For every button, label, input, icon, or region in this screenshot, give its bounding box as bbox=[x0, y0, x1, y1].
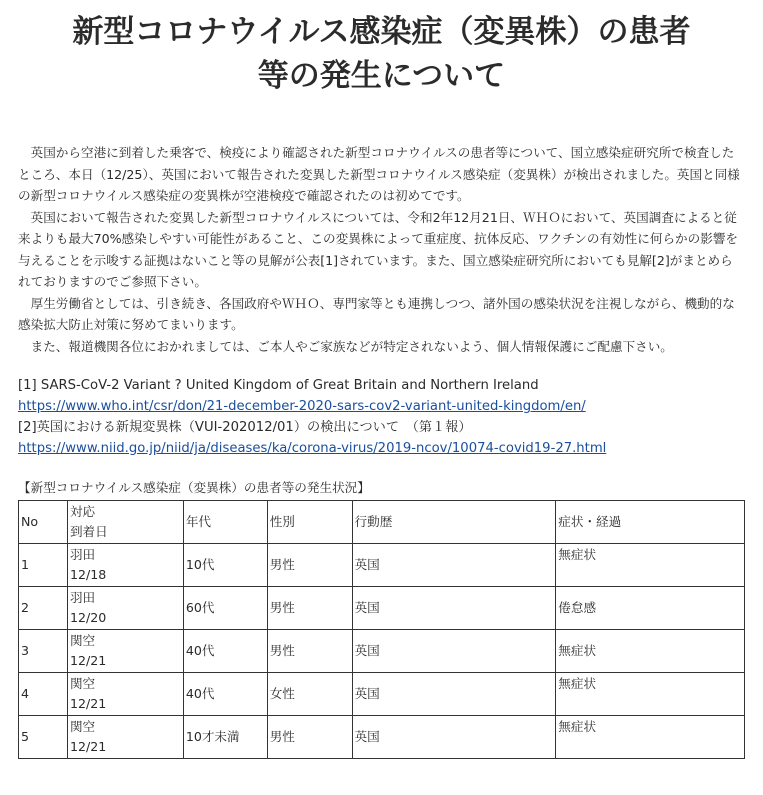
cell-arrival bbox=[67, 587, 183, 630]
page-title-line-2: 等の発生について bbox=[257, 58, 506, 94]
cell-arrival bbox=[67, 716, 183, 759]
references bbox=[18, 375, 745, 459]
reference-1-title: [1] SARS-CoV-2 Variant ? United Kingdom of Great Britain and Northern Ireland bbox=[18, 378, 539, 393]
cell-age: 60代 bbox=[183, 587, 267, 630]
cell-airport: 関空 bbox=[69, 633, 96, 648]
cell-symptoms: 無症状 bbox=[556, 544, 745, 587]
paragraph-1: 英国から空港に到着した乗客で、検疫により確認された新型コロナウイルスの患者等について、国立感染症研究所で検査したところ、本日（12/25）、英国において報告された変異した新型コロナウイルス感染症（変異株）が検出されました。英国と同様の新型コロナウイルス感染症の変異株が空港検疫で確認されたのは初めてです。 bbox=[18, 145, 740, 203]
header-travel: 行動歴 bbox=[352, 501, 556, 544]
paragraph-3: 厚生労働省としては、引き続き、各国政府やＷＨＯ、専門家等とも連携しつつ、諸外国の感染状況を注視しながら、機動的な感染拡大防止対策に努めてまいります。 bbox=[18, 295, 735, 332]
cell-date: 12/21 bbox=[69, 696, 107, 711]
cell-airport: 関空 bbox=[69, 676, 96, 691]
cell-travel: 英国 bbox=[352, 544, 556, 587]
table-row bbox=[19, 544, 745, 587]
cell-no: 5 bbox=[19, 716, 68, 759]
cell-arrival bbox=[67, 673, 183, 716]
cell-sex: 女性 bbox=[267, 673, 352, 716]
header-arrival-line-2: 到着日 bbox=[69, 524, 108, 539]
cell-airport: 関空 bbox=[69, 719, 96, 734]
patient-table bbox=[18, 500, 745, 759]
header-arrival bbox=[67, 501, 183, 544]
cell-sex: 男性 bbox=[267, 716, 352, 759]
cell-arrival bbox=[67, 544, 183, 587]
cell-date: 12/21 bbox=[69, 739, 107, 754]
cell-no: 2 bbox=[19, 587, 68, 630]
cell-symptoms: 倦怠感 bbox=[556, 587, 745, 630]
header-age: 年代 bbox=[183, 501, 267, 544]
table-row bbox=[19, 673, 745, 716]
cell-travel: 英国 bbox=[352, 716, 556, 759]
cell-no: 3 bbox=[19, 630, 68, 673]
cell-age: 10才未満 bbox=[183, 716, 267, 759]
cell-age: 10代 bbox=[183, 544, 267, 587]
cell-no: 4 bbox=[19, 673, 68, 716]
paragraph-4: また、報道機関各位におかれましては、ご本人やご家族などが特定されないよう、個人情報保護にご配慮下さい。 bbox=[30, 338, 673, 354]
cell-airport: 羽田 bbox=[69, 547, 96, 562]
cell-age: 40代 bbox=[183, 630, 267, 673]
page-title bbox=[0, 10, 763, 98]
table-row bbox=[19, 716, 745, 759]
cell-symptoms: 無症状 bbox=[556, 716, 745, 759]
cell-travel: 英国 bbox=[352, 587, 556, 630]
header-arrival-line-1: 対応 bbox=[69, 504, 96, 519]
cell-sex: 男性 bbox=[267, 587, 352, 630]
cell-age: 40代 bbox=[183, 673, 267, 716]
cell-travel: 英国 bbox=[352, 630, 556, 673]
header-no: No bbox=[19, 501, 68, 544]
reference-1-link[interactable]: https://www.who.int/csr/don/21-december-2020-sars-cov2-variant-united-kingdom/en/ bbox=[18, 399, 586, 414]
reference-2-link[interactable]: https://www.niid.go.jp/niid/ja/diseases/ka/corona-virus/2019-ncov/10074-covid19-27.html bbox=[18, 441, 607, 456]
cell-date: 12/20 bbox=[69, 610, 107, 625]
cell-airport: 羽田 bbox=[69, 590, 96, 605]
cell-date: 12/18 bbox=[69, 567, 107, 582]
cell-travel: 英国 bbox=[352, 673, 556, 716]
cell-date: 12/21 bbox=[69, 653, 107, 668]
cell-no: 1 bbox=[19, 544, 68, 587]
page-title-line-1: 新型コロナウイルス感染症（変異株）の患者 bbox=[72, 14, 691, 50]
cell-sex: 男性 bbox=[267, 630, 352, 673]
header-sex: 性別 bbox=[267, 501, 352, 544]
cell-symptoms: 無症状 bbox=[556, 630, 745, 673]
cell-arrival bbox=[67, 630, 183, 673]
table-caption: 【新型コロナウイルス感染症（変異株）の患者等の発生状況】 bbox=[18, 480, 370, 495]
reference-2-title: [2]英国における新規変異株（VUI-202012/01）の検出について （第１報） bbox=[18, 420, 472, 435]
cell-symptoms: 無症状 bbox=[556, 673, 745, 716]
table-header-row bbox=[19, 501, 745, 544]
cell-sex: 男性 bbox=[267, 544, 352, 587]
paragraph-2: 英国において報告された変異した新型コロナウイルスについては、令和2年12月21日、ＷＨＯにおいて、英国調査によると従来よりも最大70%感染しやすい可能性があること、この変異株によって重症度、抗体反応、ワクチンの有効性に何らかの影響を与えることを示唆する証拠はないこと等の見解が公表[1]されています。また、国立感染症研究所においても見解[2]がまとめられておりますのでご参照下さい。 bbox=[18, 209, 739, 289]
header-symptoms: 症状・経過 bbox=[556, 501, 745, 544]
table-row bbox=[19, 587, 745, 630]
press-release-body bbox=[18, 142, 745, 357]
table-row bbox=[19, 630, 745, 673]
